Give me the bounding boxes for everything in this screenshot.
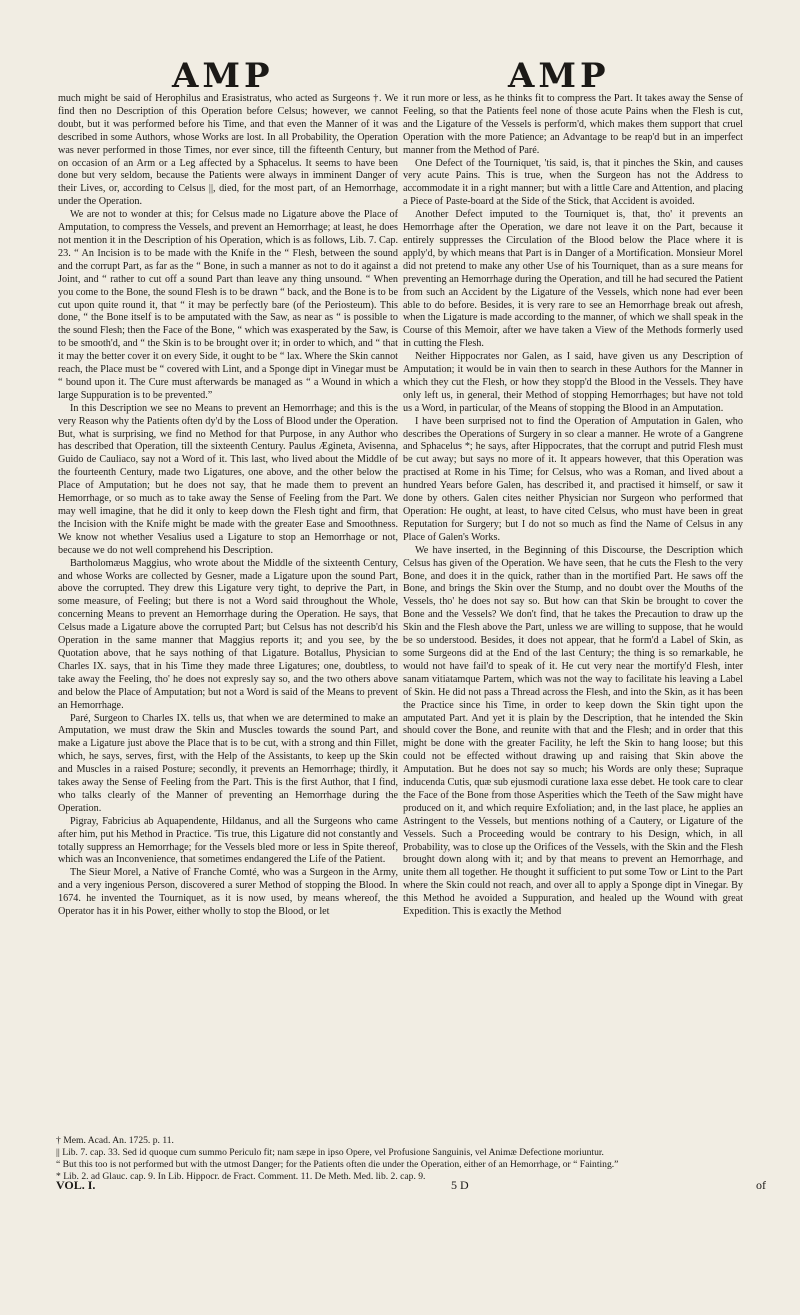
footnote: † Mem. Acad. An. 1725. p. 11. — [56, 1135, 174, 1146]
paragraph: In this Description we see no Means to prevent an Hemorrhage; and this is the very Reason why the Patients often dy'd by the Loss of Blood under the Operation. But, what is surprising, we find no Method for that Purpose, in any Author who has described that Operation, till the sixteenth Century. Paulus Ægineta, Avisenna, Guido de Cauliaco, say not a Word of it. This last, who lived about the Middle of the fourteenth Century, made two Ligatures, one above, and the other below the Place of Amputation; but he does not say, that he made them to prevent an Hemorrhage, or so much as to take away the Sense of Feeling from the Part. We may well imagine, that he did it only to keep down the Flesh tight and firm, that the Incision with the Knife might be made with the greater Ease and Smoothness. We know not whether Vesalius used a Ligature to stop an Hemorrhage or not, because we do not well comprehend his Description. — [58, 402, 398, 556]
footnote: * Lib. 2. ad Glauc. cap. 9. In Lib. Hippocr. de Fract. Comment. 11. De Meth. Med. lib. 2. cap. 9. — [56, 1171, 426, 1182]
footnote: || Lib. 7. cap. 33. Sed id quoque cum summo Periculo fit; nam sæpe in ipso Opere, vel Profusione Sanguinis, vel Animæ Defectione moriuntur. — [56, 1147, 604, 1158]
paragraph: One Defect of the Tourniquet, 'tis said, is, that it pinches the Skin, and causes very acute Pains. This is true, when the Surgeon has not the Address to accommodate it in a right manner; but with a little Care and Attention, and placing a Piece of Paste-board at the Side of the Stick, that Accident is avoided. — [403, 157, 743, 208]
paragraph: Pigray, Fabricius ab Aquapendente, Hildanus, and all the Surgeons who came after him, put his Method in Practice. 'Tis true, this Ligature did not constantly and totally suppress an Hemorrhage; for the Vessels bled more or less in Spite thereof, which was an Inconvenience, that sometimes endangered the Life of the Patient. — [58, 815, 398, 866]
footnote: “ But this too is not performed but with the utmost Danger; for the Patients often die under the Operation, either of an Hemorrhage, or “ Fainting.” — [56, 1159, 619, 1170]
paragraph: much might be said of Herophilus and Erasistratus, who acted as Surgeons †. We find then no Description of this Operation before Celsus; however, we cannot doubt, but it was performed before his Time, and that even the Manner of it was described in some Authors, whose Works are lost. In all Probability, the Operation was never performed in those Times, nor ever since, till the fifteenth Century, but on occasion of an Arm or a Leg affected by a Sphacelus. It seems to have been done but very seldom, because the Patients were always in imminent Danger of their Lives, or, according to Celsus ||, died, for the most part, of an Hemorrhage, under the Operation. — [58, 93, 398, 208]
paragraph: Bartholomæus Maggius, who wrote about the Middle of the sixteenth Century, and whose Works are collected by Gesner, made a Ligature upon the sound Part, above the corrupted. They drew this Ligature very tight, to deprive the Part, in some measure, of Feeling; but there is not a Word said throughout the Whole, concerning Means to prevent an Hemorrhage during the Operation. He says, that Celsus made a Ligature above the corrupted Part; but Celsus has not describ'd his Operation in the same manner that Maggius reports it; and you see, by the Quotation above, that he says nothing of that Ligature. Botallus, Physician to Charles IX. says, that in his Time they made three Ligatures; one, doubtless, to take away the Feeling, tho' he does not expresly say so, and the two others above and below the Place of Amputation; but not a Word is said of the Means to prevent an Hemorrhage. — [58, 557, 398, 711]
paragraph: I have been surprised not to find the Operation of Amputation in Galen, who describes the Operations of Surgery in so clear a manner. He wrote of a Gangrene and Sphacelus *; he says, after Hippocrates, that the corrupt and putrid Flesh must be cut away; but says no more of it. It appears however, that this Operation was practised at Rome in his Time; for Celsus, who was a Roman, and lived about a hundred Years before Galen, has described it, and practised it himself, or saw it done by others. Galen cites neither Physician nor Surgeon who performed that Operation: He ought, at least, to have cited Celsus, who must have been in great Reputation for Surgery; but I do not so much as find the Name of Celsus in any Place of Galen's Works. — [403, 415, 743, 543]
paragraph: Another Defect imputed to the Tourniquet is, that, tho' it prevents an Hemorrhage after the Operation, we dare not leave it on the Part, because it entirely suppresses the Circulation of the Blood below the Place where it is apply'd, by which means that Part is in Danger of a Mortification. Monsieur Morel did not pretend to make any other Use of his Tourniquet, than as a sure means for preventing an Hemorrhage during the Operation, and till he had secured the Patient from such an Accident by the Ligature of the Vessels, which none had ever been able to do before. Besides, it is very rare to see an Hemorrhage break out afresh, when the Ligature is made according to the manner, of which we shall speak in the Course of this Memoir, after we have taken a View of the Methods formerly used in cutting the Flesh. — [403, 209, 743, 350]
catchword: of — [756, 1178, 766, 1192]
running-head-left: AMP — [172, 56, 274, 96]
signature-mark: 5 D — [451, 1178, 469, 1192]
paragraph: We are not to wonder at this; for Celsus made no Ligature above the Place of Amputation, to compress the Vessels, and prevent an Hemorrhage; at least, he does not mention it in the Description of his Operation, which is as follows, Lib. 7. Cap. 23. “ An Incision is to be made with the Knife in the “ Flesh, between the sound and the corrupt Part, as far as the “ Bone, in such a manner as not to do it against a Joint, and “ rather to cut off a sound Part than leave any thing unsound. “ When you come to the Bone, the sound Flesh is to be drawn “ back, and the Bone is to be cut upon quite round it, that “ it may be perfectly bare (of the Periosteum). This done, “ the Bone itself is to be amputated with the Saw, as near as “ is possible to the sound Flesh; then the Face of the Bone, “ which was exasperated by the Saw, is to be smooth'd, and “ the Skin is to be brought over it; in order to which, and “ that it may the better cover it on every Side, it ought to be “ lax. Where the Skin cannot reach, the Place must be “ covered with Lint, and a Sponge dipt in Vinegar must be “ bound upon it. The Cure must afterwards be managed as “ a Wound in which a large Suppuration is to be prevented.” — [58, 209, 398, 401]
running-head-right: AMP — [508, 56, 610, 96]
paragraph: Neither Hippocrates nor Galen, as I said, have given us any Description of Amputation; it would be in vain then to search in these Authors for the Manner in which they cut the Flesh, or how they stopp'd the Blood in the Vessels. They have only left us, in general, their Method of stopping Hemorrhages; but have not told us a Word, in particular, of the Means of stopping the Blood in an Amputation. — [403, 351, 743, 414]
paragraph: it run more or less, as he thinks fit to compress the Part. It takes away the Sense of Feeling, so that the Patients feel none of those acute Pains when the Flesh is cut, and the Ligature of the Vessels is perform'd, which makes them support that cruel Operation with the more Patience; an Advantage to be reap'd but in an imperfect manner from the Method of Paré. — [403, 93, 743, 156]
volume-label: VOL. I. — [56, 1178, 96, 1192]
paragraph: We have inserted, in the Beginning of this Discourse, the Description which Celsus has given of the Operation. We have seen, that he cuts the Flesh to the very Bone, and does it in the quick, rather than in the mortified Part. He saws off the Bone, and brings the Skin over the Stump, and no doubt over the Mouths of the Vessels, tho' he does not say so. But how can that Skin be brought to cover the Bone and the Vessels? We don't find, that he takes the Precaution to draw up the Skin and the Flesh above the Part, unless we are willing to suppose, that he would be so understood. Besides, it does not appear, that he form'd a Label of Skin, as some Surgeons did at the End of the last Century; the thing is so remarkable, he would not have fail'd to speak of it. He cut very near the mortify'd Flesh, inter sanam vitiatamque Partem, which was not the way to facilitate his leaving a Label of Skin. He did not pass a Thread across the Flesh, and into the Skin, as it has been the Practice since his Time, in order to keep down the Skin tight upon the amputated Part. And yet it is plain by the Description, that he intended the Skin should cover the Bone, and reunite with that and the Flesh; and in order that this might be done with the greater Facility, he left the Skin to hang loose; but this could not be effected without drawing up and raising that Skin above the Amputation. But he does not say so much; his Words are only these; Supraque inducenda Cutis, quæ sub ejusmodi curatione laxa esse debet. He took care to clear the Face of the Bone from those Asperities which the Teeth of the Saw might have produced on it, and which require Exfoliation; and, in the last place, he applies an Astringent to the Vessels, but mentions nothing of a Cautery, or Ligature of the Vessels. Such a Proceeding would be contrary to his Design, which, in all Probability, was to close up the Orifices of the Vessels, with the Skin and the Flesh brought down along with it; and by that means to prevent an Hemorrhage, and unite them all together. He thought it sufficient to put some Tow or Lint to the Part where the Skin could not reach, and over all to apply a Sponge dipt in Vinegar. By this Method he avoided a Suppuration, and healed up the Wound with great Expedition. This is exactly the Method — [403, 544, 743, 918]
right-column — [403, 93, 743, 1130]
paragraph: Paré, Surgeon to Charles IX. tells us, that when we are determined to make an Amputation, we must draw the Skin and Muscles towards the sound Part, and make a Ligature just above the Place that is to be cut, with a strong and thin Fillet, which, he says, serves, first, with the Help of the Assistants, to keep up the Skin and Muscles in a raised Posture; secondly, it prevents an Hemorrhage; thirdly, it takes away the Sense of Feeling from the Part. This is the first Author, that I find, who talks clearly of the Manner of preventing an Hemorrhage during the Operation. — [58, 712, 398, 814]
paragraph: The Sieur Morel, a Native of Franche Comté, who was a Surgeon in the Army, and a very ingenious Person, discovered a surer Method of stopping the Blood. In 1674. he invented the Tourniquet, as it is now used, by means whereof, the Operator has it in his Power, either wholly to stop the Blood, or let — [58, 867, 398, 918]
footnotes — [56, 1135, 756, 1183]
left-column — [58, 93, 398, 1130]
